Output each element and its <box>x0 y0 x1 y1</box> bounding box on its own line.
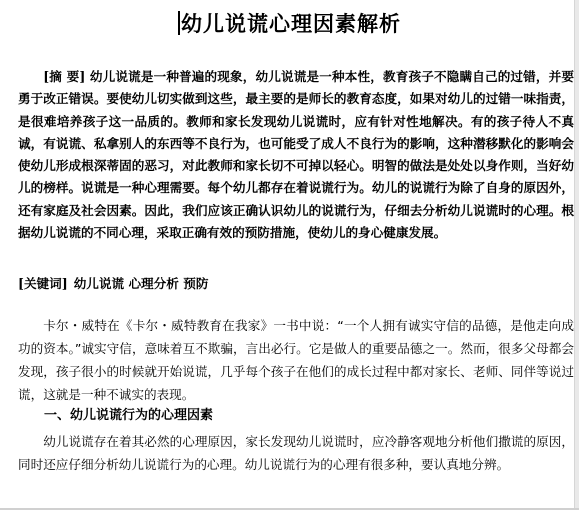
keywords-label: [关键词] <box>18 276 68 291</box>
section-heading-1[interactable]: 一、幼儿说谎行为的心理因素 <box>44 408 214 423</box>
abstract-label: [摘 要] <box>43 69 86 84</box>
body-paragraph-1[interactable]: 卡尔・威特在《卡尔・威特教育在我家》一书中说：“一个人拥有诚实守信的品德，是他走向成功的资本。”诚实守信，意味着互不欺骗，言出必行。它是做人的重要品德之一。然而，很多父母都会发现，孩子很小的时候就开始说谎，几乎每个孩子在他们的成长过程中都对家长、老师、同伴等说过谎，这就是一种不诚实的表现。 <box>18 318 574 402</box>
text-cursor <box>178 11 180 35</box>
keywords-line[interactable] <box>18 273 574 292</box>
vertical-scrollbar[interactable] <box>574 0 579 510</box>
keywords-text: 幼儿说谎 心理分析 预防 <box>73 276 209 291</box>
abstract-paragraph[interactable] <box>18 66 574 244</box>
title-line <box>0 8 579 38</box>
abstract-text: 幼儿说谎是一种普遍的现象，幼儿说谎是一种本性，教育孩子不隐瞒自己的过错，并要勇于改正错误。要使幼儿切实做到这些，最主要的是师长的教育态度，如果对幼儿的过错一味指责，是很难培养孩子这一品质的。教师和家长发现幼儿说谎时，应有针对性地解决。有的孩子待人不真诚，有说谎、私拿别人的东西等不良行为，也可能受了成人不良行为的影响，这种潜移默化的影响会使幼儿形成根深蒂固的恶习，对此教师和家长切不可掉以轻心。明智的做法是处处以身作则，当好幼儿的榜样。说谎是一种心理需要。每个幼儿都存在着说谎行为。幼儿的说谎行为除了自身的原因外，还有家庭及社会因素。因此，我们应该正确认识幼儿的说谎行为，仔细去分析幼儿说谎时的心理。根据幼儿说谎的不同心理，采取正确有效的预防措施，使幼儿的身心健康发展。 <box>18 69 575 241</box>
document-title[interactable]: 幼儿说谎心理因素解析 <box>181 11 401 36</box>
body-paragraph-2[interactable]: 幼儿说谎存在着其必然的心理原因，家长发现幼儿说谎时，应冷静客观地分析他们撒谎的原因，同时还应仔细分析幼儿说谎行为的心理。幼儿说谎行为的心理有很多种，要认真地分辨。 <box>18 434 574 472</box>
